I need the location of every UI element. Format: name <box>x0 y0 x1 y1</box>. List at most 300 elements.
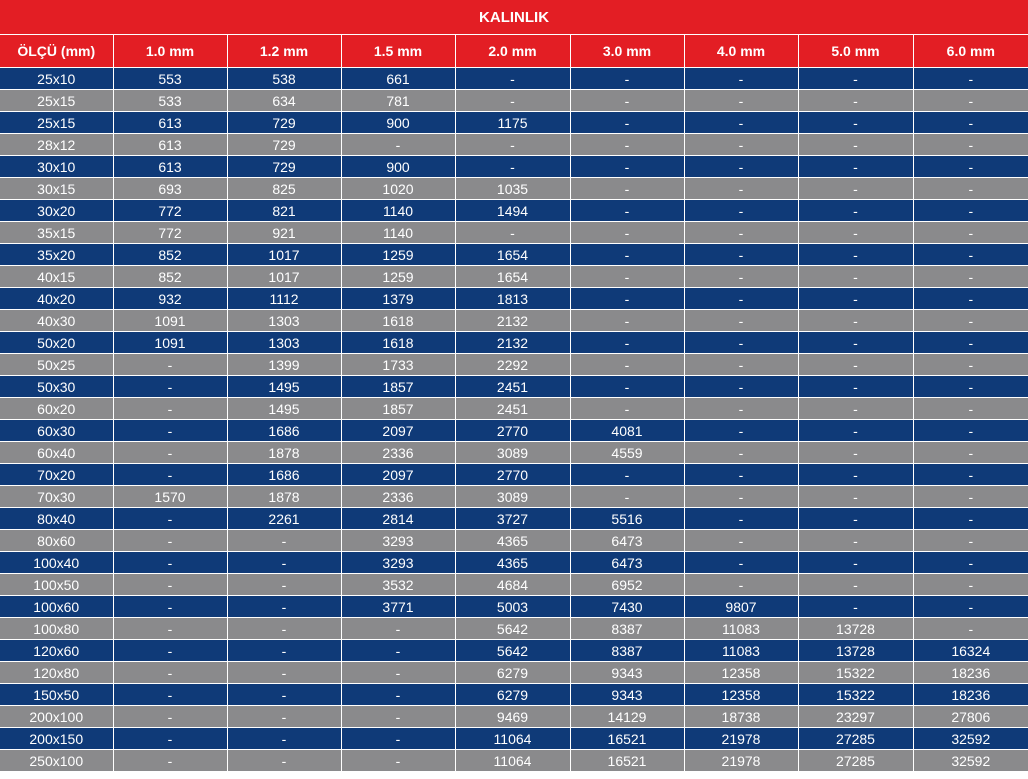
price-cell: 9469 <box>455 706 570 728</box>
table-row <box>0 398 1028 420</box>
price-cell: 2292 <box>455 354 570 376</box>
size-cell: 40x30 <box>0 310 113 332</box>
price-cell: - <box>798 222 913 244</box>
price-cell: - <box>455 68 570 90</box>
price-cell: - <box>341 618 455 640</box>
price-cell: - <box>913 112 1028 134</box>
price-cell: 2451 <box>455 376 570 398</box>
price-cell: - <box>113 420 227 442</box>
price-cell: 852 <box>113 266 227 288</box>
table-row <box>0 552 1028 574</box>
size-cell: 200x100 <box>0 706 113 728</box>
price-cell: - <box>913 90 1028 112</box>
price-cell: 9343 <box>570 662 684 684</box>
price-cell: 1017 <box>227 266 341 288</box>
price-cell: 2132 <box>455 332 570 354</box>
price-cell: 2770 <box>455 420 570 442</box>
title-row <box>0 0 1028 35</box>
price-cell: 1091 <box>113 310 227 332</box>
table-title: KALINLIK <box>0 0 1028 35</box>
table-row <box>0 596 1028 618</box>
price-cell: - <box>798 112 913 134</box>
price-cell: - <box>684 90 798 112</box>
price-cell: 729 <box>227 134 341 156</box>
price-cell: - <box>570 464 684 486</box>
price-cell: - <box>113 464 227 486</box>
price-cell: 1654 <box>455 244 570 266</box>
price-cell: - <box>798 442 913 464</box>
price-cell: 13728 <box>798 640 913 662</box>
price-cell: 6473 <box>570 552 684 574</box>
size-cell: 100x60 <box>0 596 113 618</box>
size-cell: 35x15 <box>0 222 113 244</box>
price-cell: - <box>113 618 227 640</box>
table-row <box>0 112 1028 134</box>
price-cell: 533 <box>113 90 227 112</box>
price-cell: 1259 <box>341 266 455 288</box>
price-cell: - <box>113 728 227 750</box>
price-cell: 613 <box>113 134 227 156</box>
size-cell: 100x50 <box>0 574 113 596</box>
price-cell: 1686 <box>227 420 341 442</box>
price-cell: - <box>113 574 227 596</box>
price-cell: - <box>684 420 798 442</box>
price-cell: - <box>913 486 1028 508</box>
price-cell: 2451 <box>455 398 570 420</box>
price-cell: - <box>913 420 1028 442</box>
price-cell: - <box>798 376 913 398</box>
price-cell: - <box>798 90 913 112</box>
price-cell: - <box>913 354 1028 376</box>
price-cell: 5642 <box>455 640 570 662</box>
size-cell: 60x20 <box>0 398 113 420</box>
price-cell: 21978 <box>684 750 798 772</box>
price-cell: - <box>341 750 455 772</box>
table-row <box>0 706 1028 728</box>
price-cell: 781 <box>341 90 455 112</box>
price-cell: 4365 <box>455 552 570 574</box>
price-cell: - <box>455 90 570 112</box>
price-cell: 1495 <box>227 376 341 398</box>
size-cell: 200x150 <box>0 728 113 750</box>
price-cell: 2770 <box>455 464 570 486</box>
size-cell: 120x80 <box>0 662 113 684</box>
price-cell: - <box>684 112 798 134</box>
price-cell: - <box>684 244 798 266</box>
price-cell: 1857 <box>341 398 455 420</box>
header-row <box>0 35 1028 68</box>
price-cell: - <box>113 684 227 706</box>
price-cell: - <box>913 266 1028 288</box>
price-cell: 3089 <box>455 442 570 464</box>
price-cell: - <box>684 178 798 200</box>
price-cell: 1112 <box>227 288 341 310</box>
size-cell: 50x25 <box>0 354 113 376</box>
price-cell: - <box>684 398 798 420</box>
header-thickness: 1.5 mm <box>341 35 455 68</box>
price-cell: - <box>913 244 1028 266</box>
price-cell: 1654 <box>455 266 570 288</box>
header-thickness: 4.0 mm <box>684 35 798 68</box>
price-cell: - <box>684 332 798 354</box>
price-cell: - <box>913 464 1028 486</box>
header-thickness: 1.2 mm <box>227 35 341 68</box>
price-cell: 6279 <box>455 662 570 684</box>
price-cell: - <box>684 552 798 574</box>
price-cell: - <box>227 574 341 596</box>
price-cell: 2097 <box>341 464 455 486</box>
price-cell: 11064 <box>455 750 570 772</box>
size-cell: 100x80 <box>0 618 113 640</box>
price-cell: - <box>455 134 570 156</box>
price-cell: 2336 <box>341 442 455 464</box>
price-cell: 32592 <box>913 750 1028 772</box>
price-cell: - <box>227 596 341 618</box>
price-cell: - <box>913 530 1028 552</box>
price-cell: - <box>913 618 1028 640</box>
price-cell: 900 <box>341 156 455 178</box>
price-cell: - <box>684 310 798 332</box>
price-cell: 538 <box>227 68 341 90</box>
table-row <box>0 200 1028 222</box>
price-cell: 3727 <box>455 508 570 530</box>
table-row <box>0 640 1028 662</box>
price-cell: 27285 <box>798 750 913 772</box>
price-cell: - <box>113 640 227 662</box>
price-cell: 27285 <box>798 728 913 750</box>
price-cell: - <box>570 288 684 310</box>
price-cell: 3089 <box>455 486 570 508</box>
price-cell: 2814 <box>341 508 455 530</box>
price-cell: 7430 <box>570 596 684 618</box>
price-cell: 553 <box>113 68 227 90</box>
price-cell: - <box>455 222 570 244</box>
price-cell: 9343 <box>570 684 684 706</box>
price-cell: - <box>570 200 684 222</box>
price-cell: 1399 <box>227 354 341 376</box>
price-cell: - <box>798 266 913 288</box>
size-cell: 50x20 <box>0 332 113 354</box>
table-row <box>0 178 1028 200</box>
price-cell: - <box>570 178 684 200</box>
price-cell: - <box>570 68 684 90</box>
price-cell: - <box>113 376 227 398</box>
price-cell: 14129 <box>570 706 684 728</box>
price-cell: 1618 <box>341 332 455 354</box>
size-cell: 30x10 <box>0 156 113 178</box>
price-cell: 11064 <box>455 728 570 750</box>
price-cell: 1495 <box>227 398 341 420</box>
price-cell: - <box>113 530 227 552</box>
table-row <box>0 420 1028 442</box>
price-cell: - <box>913 508 1028 530</box>
price-cell: 1175 <box>455 112 570 134</box>
size-cell: 100x40 <box>0 552 113 574</box>
table-row <box>0 574 1028 596</box>
table-row <box>0 222 1028 244</box>
price-cell: - <box>684 508 798 530</box>
price-cell: 1570 <box>113 486 227 508</box>
price-cell: - <box>570 310 684 332</box>
price-cell: - <box>684 156 798 178</box>
header-thickness: 2.0 mm <box>455 35 570 68</box>
price-cell: 5642 <box>455 618 570 640</box>
price-cell: - <box>913 68 1028 90</box>
price-cell: 1878 <box>227 486 341 508</box>
price-cell: 1813 <box>455 288 570 310</box>
price-cell: - <box>684 288 798 310</box>
table-row <box>0 310 1028 332</box>
price-cell: - <box>684 530 798 552</box>
price-cell: - <box>684 354 798 376</box>
size-cell: 25x10 <box>0 68 113 90</box>
size-cell: 28x12 <box>0 134 113 156</box>
price-cell: 3771 <box>341 596 455 618</box>
price-cell: - <box>798 508 913 530</box>
price-cell: - <box>798 530 913 552</box>
size-cell: 40x15 <box>0 266 113 288</box>
size-cell: 25x15 <box>0 90 113 112</box>
price-cell: - <box>570 486 684 508</box>
price-cell: - <box>913 134 1028 156</box>
table-row <box>0 618 1028 640</box>
price-cell: - <box>227 728 341 750</box>
table-row <box>0 134 1028 156</box>
price-cell: - <box>798 464 913 486</box>
table-row <box>0 354 1028 376</box>
price-cell: - <box>684 574 798 596</box>
price-cell: - <box>798 486 913 508</box>
price-cell: 852 <box>113 244 227 266</box>
price-cell: - <box>341 728 455 750</box>
price-cell: 1035 <box>455 178 570 200</box>
price-cell: - <box>570 244 684 266</box>
price-cell: 3532 <box>341 574 455 596</box>
price-cell: - <box>570 156 684 178</box>
price-cell: - <box>798 200 913 222</box>
size-cell: 40x20 <box>0 288 113 310</box>
price-cell: - <box>684 464 798 486</box>
price-cell: - <box>798 420 913 442</box>
table-row <box>0 332 1028 354</box>
price-cell: 661 <box>341 68 455 90</box>
table-body <box>0 68 1028 772</box>
price-cell: 32592 <box>913 728 1028 750</box>
price-cell: 1733 <box>341 354 455 376</box>
price-cell: 1140 <box>341 200 455 222</box>
price-cell: - <box>113 750 227 772</box>
price-cell: - <box>113 508 227 530</box>
price-cell: - <box>570 398 684 420</box>
size-cell: 30x20 <box>0 200 113 222</box>
table-row <box>0 244 1028 266</box>
price-cell: 693 <box>113 178 227 200</box>
price-cell: 8387 <box>570 618 684 640</box>
price-cell: - <box>570 266 684 288</box>
price-cell: - <box>798 332 913 354</box>
price-cell: 1140 <box>341 222 455 244</box>
table-row <box>0 156 1028 178</box>
price-cell: - <box>113 442 227 464</box>
price-cell: 12358 <box>684 684 798 706</box>
price-cell: - <box>570 376 684 398</box>
price-cell: 15322 <box>798 662 913 684</box>
price-cell: - <box>227 684 341 706</box>
price-cell: 27806 <box>913 706 1028 728</box>
price-cell: 8387 <box>570 640 684 662</box>
price-cell: 13728 <box>798 618 913 640</box>
price-cell: - <box>798 398 913 420</box>
header-size: ÖLÇÜ (mm) <box>0 35 113 68</box>
price-cell: - <box>113 596 227 618</box>
price-cell: - <box>913 178 1028 200</box>
price-cell: - <box>798 178 913 200</box>
price-cell: 613 <box>113 156 227 178</box>
price-cell: 1686 <box>227 464 341 486</box>
price-cell: 12358 <box>684 662 798 684</box>
price-cell: - <box>913 310 1028 332</box>
header-thickness: 3.0 mm <box>570 35 684 68</box>
price-cell: 5516 <box>570 508 684 530</box>
price-cell: - <box>798 310 913 332</box>
price-cell: - <box>684 376 798 398</box>
size-cell: 80x40 <box>0 508 113 530</box>
price-cell: 18236 <box>913 684 1028 706</box>
price-cell: - <box>113 662 227 684</box>
size-cell: 70x20 <box>0 464 113 486</box>
price-cell: - <box>341 134 455 156</box>
price-cell: 18738 <box>684 706 798 728</box>
price-cell: 2336 <box>341 486 455 508</box>
price-cell: - <box>113 354 227 376</box>
size-cell: 80x60 <box>0 530 113 552</box>
price-cell: - <box>341 684 455 706</box>
table-row <box>0 288 1028 310</box>
size-cell: 120x60 <box>0 640 113 662</box>
price-cell: 825 <box>227 178 341 200</box>
price-cell: - <box>684 134 798 156</box>
price-cell: - <box>227 530 341 552</box>
price-cell: - <box>570 332 684 354</box>
price-cell: 1857 <box>341 376 455 398</box>
price-cell: 21978 <box>684 728 798 750</box>
price-cell: 3293 <box>341 530 455 552</box>
price-cell: - <box>913 288 1028 310</box>
price-cell: - <box>227 618 341 640</box>
size-cell: 60x30 <box>0 420 113 442</box>
price-cell: - <box>913 222 1028 244</box>
price-cell: 4559 <box>570 442 684 464</box>
price-cell: - <box>913 200 1028 222</box>
price-cell: 11083 <box>684 618 798 640</box>
price-cell: 3293 <box>341 552 455 574</box>
size-cell: 35x20 <box>0 244 113 266</box>
table-row <box>0 508 1028 530</box>
price-cell: - <box>684 222 798 244</box>
table-row <box>0 750 1028 772</box>
price-cell: 15322 <box>798 684 913 706</box>
price-cell: 2132 <box>455 310 570 332</box>
table-row <box>0 442 1028 464</box>
table-row <box>0 266 1028 288</box>
table-row <box>0 728 1028 750</box>
table-row <box>0 530 1028 552</box>
price-cell: - <box>913 156 1028 178</box>
size-cell: 50x30 <box>0 376 113 398</box>
price-cell: - <box>913 574 1028 596</box>
price-cell: 1494 <box>455 200 570 222</box>
price-cell: - <box>798 596 913 618</box>
price-cell: - <box>798 68 913 90</box>
header-thickness: 6.0 mm <box>913 35 1028 68</box>
price-cell: - <box>684 486 798 508</box>
price-cell: - <box>798 354 913 376</box>
price-cell: 1017 <box>227 244 341 266</box>
price-cell: - <box>341 706 455 728</box>
table-row <box>0 90 1028 112</box>
price-cell: 6279 <box>455 684 570 706</box>
price-cell: 921 <box>227 222 341 244</box>
size-cell: 250x100 <box>0 750 113 772</box>
table-row <box>0 376 1028 398</box>
price-cell: - <box>113 706 227 728</box>
table-row <box>0 684 1028 706</box>
price-cell: - <box>227 706 341 728</box>
price-cell: 1259 <box>341 244 455 266</box>
price-cell: 729 <box>227 156 341 178</box>
price-cell: 772 <box>113 222 227 244</box>
price-cell: 18236 <box>913 662 1028 684</box>
price-cell: 4365 <box>455 530 570 552</box>
price-cell: - <box>913 442 1028 464</box>
price-cell: - <box>570 112 684 134</box>
price-cell: 900 <box>341 112 455 134</box>
price-cell: 16521 <box>570 750 684 772</box>
price-cell: 9807 <box>684 596 798 618</box>
price-cell: - <box>684 200 798 222</box>
price-cell: - <box>913 398 1028 420</box>
price-cell: - <box>570 134 684 156</box>
price-cell: 1091 <box>113 332 227 354</box>
price-cell: - <box>798 244 913 266</box>
price-cell: 932 <box>113 288 227 310</box>
price-cell: 6952 <box>570 574 684 596</box>
price-cell: 1303 <box>227 332 341 354</box>
price-cell: - <box>113 398 227 420</box>
price-cell: 1303 <box>227 310 341 332</box>
header-thickness: 5.0 mm <box>798 35 913 68</box>
size-cell: 70x30 <box>0 486 113 508</box>
price-cell: 4081 <box>570 420 684 442</box>
size-cell: 60x40 <box>0 442 113 464</box>
price-cell: - <box>798 288 913 310</box>
price-cell: 821 <box>227 200 341 222</box>
table-row <box>0 68 1028 90</box>
price-cell: 4684 <box>455 574 570 596</box>
price-cell: 1379 <box>341 288 455 310</box>
price-cell: - <box>227 750 341 772</box>
price-cell: - <box>570 354 684 376</box>
price-cell: - <box>684 68 798 90</box>
price-cell: - <box>570 90 684 112</box>
price-cell: - <box>798 574 913 596</box>
table-row <box>0 486 1028 508</box>
price-cell: - <box>684 442 798 464</box>
price-cell: - <box>798 552 913 574</box>
price-cell: - <box>913 596 1028 618</box>
price-cell: - <box>455 156 570 178</box>
size-cell: 150x50 <box>0 684 113 706</box>
